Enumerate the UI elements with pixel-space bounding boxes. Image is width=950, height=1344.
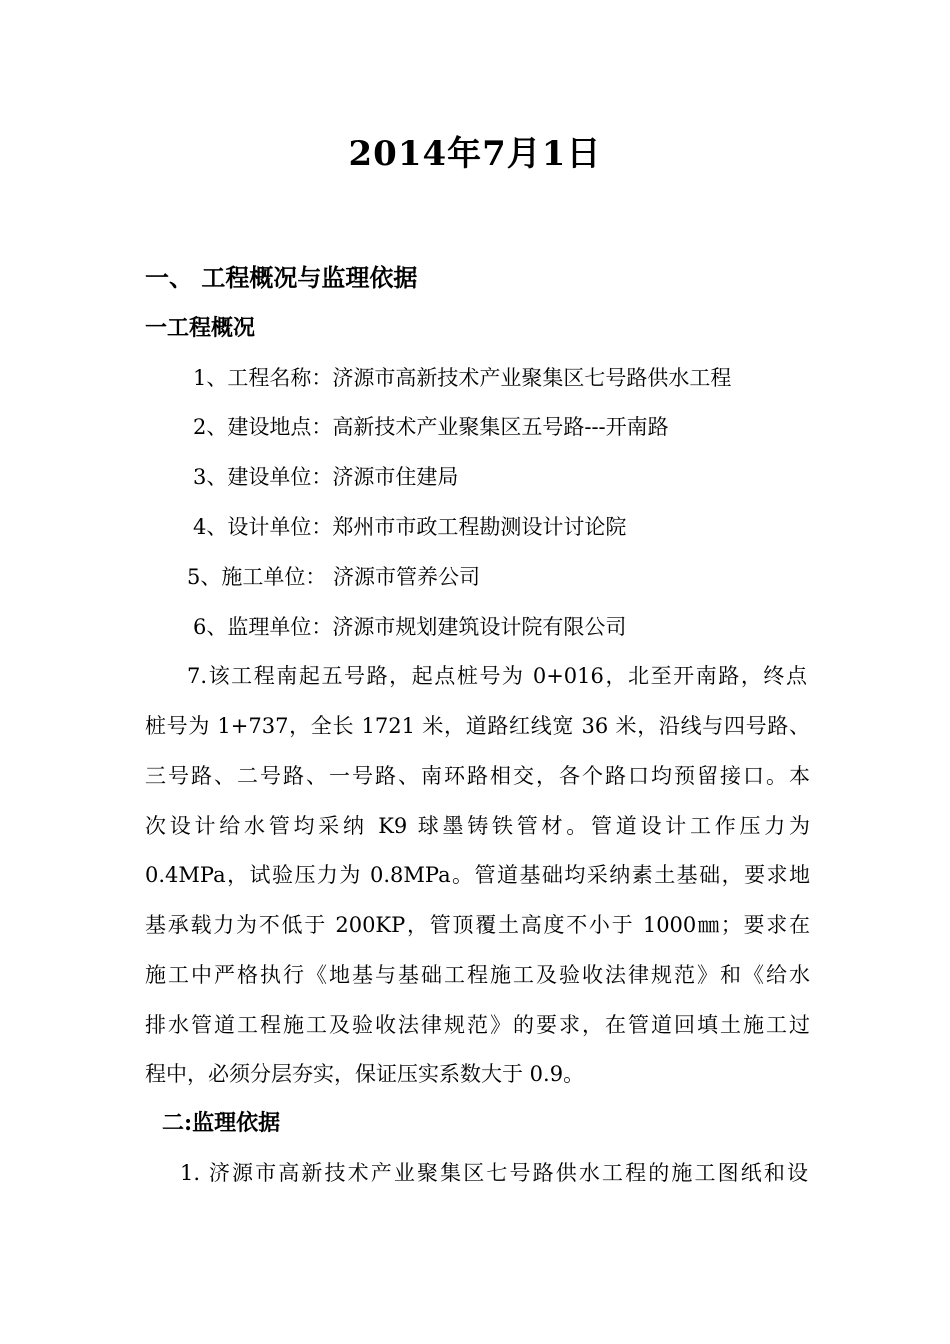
- basis-heading: 二:监理依据: [162, 1110, 281, 1136]
- construction-site-item: 2、建设地点：高新技术产业聚集区五号路---开南路: [193, 415, 669, 439]
- paragraph-line: 程中，必须分层夯实，保证压实系数大于 0.9。: [145, 1062, 585, 1086]
- paragraph-line: 0.4MPa，试验压力为 0.8MPa。管道基础均采纳素土基础，要求地: [145, 863, 810, 887]
- paragraph-line: 次设计给水管均采纳 K9 球墨铸铁管材。管道设计工作压力为: [145, 814, 810, 838]
- paragraph-line: 7.该工程南起五号路，起点桩号为 0+016，北至开南路，终点: [187, 664, 807, 688]
- project-name-item: 1、工程名称：济源市高新技术产业聚集区七号路供水工程: [193, 366, 732, 390]
- basis-item: 1. 济源市高新技术产业聚集区七号路供水工程的施工图纸和设: [180, 1161, 808, 1185]
- paragraph-line: 施工中严格执行《地基与基础工程施工及验收法律规范》和《给水: [145, 963, 810, 987]
- contractor-unit-item: 5、施工单位： 济源市管养公司: [187, 565, 481, 589]
- construction-unit-item: 3、建设单位：济源市住建局: [193, 465, 459, 489]
- supervision-unit-item: 6、监理单位：济源市规划建筑设计院有限公司: [193, 615, 627, 639]
- paragraph-line: 排水管道工程施工及验收法律规范》的要求，在管道回填土施工过: [145, 1013, 810, 1037]
- subsection-heading: 一工程概况: [145, 315, 256, 341]
- document-date: 2014年7月1日: [348, 134, 602, 174]
- paragraph-line: 基承载力为不低于 200KP，管顶覆土高度不小于 1000㎜；要求在: [145, 913, 810, 937]
- design-unit-item: 4、设计单位：郑州市市政工程勘测设计讨论院: [193, 515, 627, 539]
- paragraph-line: 桩号为 1+737，全长 1721 米，道路红线宽 36 米，沿线与四号路、: [145, 714, 810, 738]
- section-heading: 一、 工程概况与监理依据: [145, 263, 418, 292]
- paragraph-line: 三号路、二号路、一号路、南环路相交，各个路口均预留接口。本: [145, 764, 810, 788]
